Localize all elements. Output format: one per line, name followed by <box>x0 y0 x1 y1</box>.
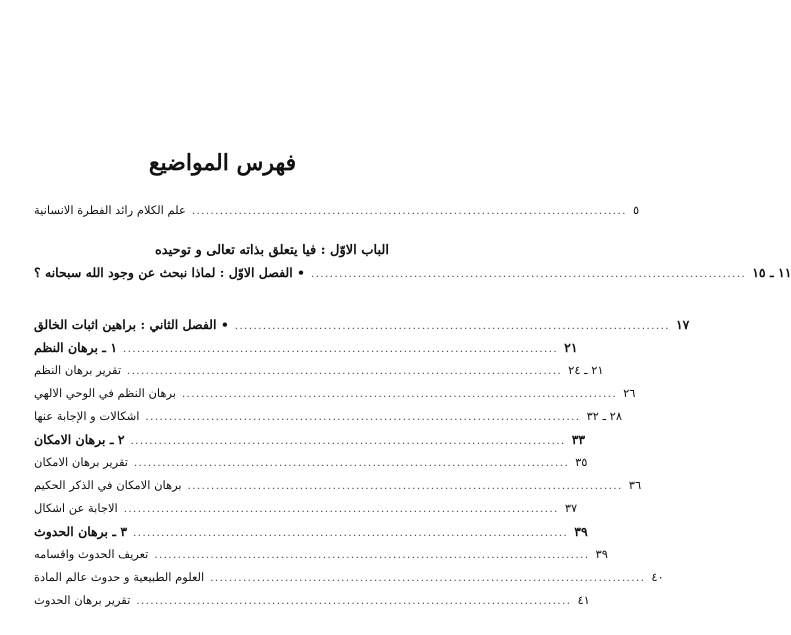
toc-entry <box>34 570 664 584</box>
toc-entry-page: ٣٣ <box>571 432 586 447</box>
toc-entry-text: برهان الامكان في الذكر الحكيم <box>34 478 182 492</box>
toc-entry-page: ٢١ ـ ٢٤ <box>568 363 604 377</box>
toc-entry-text: اشكالات و الإجابة عنها <box>34 409 140 423</box>
toc-entry-page: ٣٩ <box>574 524 588 539</box>
toc-entry <box>34 363 604 377</box>
dot-leader: ............................................................................................. <box>311 269 747 280</box>
dot-leader: ............................................................................................. <box>130 436 566 447</box>
toc-entry <box>34 432 586 447</box>
dot-leader: ............................................................................................. <box>154 550 590 561</box>
toc-entry <box>34 386 636 400</box>
toc-entry-page: ٢٦ <box>623 386 636 400</box>
toc-entry-page: ٣٥ <box>575 455 588 469</box>
toc-entry <box>34 547 608 561</box>
toc-entry-text: تقرير برهان الحدوث <box>34 593 131 607</box>
toc-entry <box>34 409 622 423</box>
dot-leader: ............................................................................................. <box>182 389 618 400</box>
toc-entry <box>34 478 642 492</box>
toc-entry-page: ٣٩ <box>595 547 608 561</box>
toc-entry <box>34 593 590 607</box>
toc-entry-page: ٣٦ <box>628 478 642 492</box>
toc-entry <box>34 265 791 280</box>
toc-entry-text: تعريف الحدوث واقسامه <box>34 547 149 561</box>
toc-entry-text: • الفصل الاوّل : لماذا نبحث عن وجود الله سبحانه ؟ <box>34 265 306 280</box>
dot-leader: ............................................................................................. <box>210 573 646 584</box>
toc-entry-text: الاجابة عن اشكال <box>34 501 118 515</box>
dot-leader: ............................................................................................. <box>133 528 569 539</box>
toc-entry-text: العلوم الطبيعية و حدوث عالم المادة <box>34 570 205 584</box>
toc-entry-page: ٤١ <box>577 593 590 607</box>
toc-entry-text: ٣ ـ برهان الحدوث <box>34 524 128 539</box>
dot-leader: ............................................................................................. <box>123 504 559 515</box>
toc-entry-page: ٢٨ ـ ٣٢ <box>586 409 622 423</box>
toc-entry-page: ٥ <box>632 203 640 217</box>
dot-leader: ............................................................................................. <box>123 344 559 355</box>
dot-leader: ............................................................................................. <box>145 412 581 423</box>
toc-entry-text: برهان النظم في الوحي الالهي <box>34 386 176 400</box>
page-title: فهرس المواضيع <box>148 150 297 176</box>
toc-entry-text: تقرير برهان النظم <box>34 363 122 377</box>
toc-entry-page: ٢١ <box>564 340 578 355</box>
dot-leader: ............................................................................................. <box>234 321 670 332</box>
toc-entry-page: ٣٧ <box>564 501 578 515</box>
dot-leader: ............................................................................................. <box>134 458 570 469</box>
dot-leader: ............................................................................................. <box>127 366 563 377</box>
toc-entry-page: ١١ ـ ١٥ <box>752 265 791 280</box>
dot-leader: ............................................................................................. <box>191 206 627 217</box>
toc-entry <box>34 524 588 539</box>
toc-entry-page: ٤٠ <box>651 570 664 584</box>
toc-entry <box>34 501 578 515</box>
chapter-heading: الباب الاوّل : فيا يتعلق بذاته تعالى و توحيده <box>155 243 389 258</box>
toc-entry-text: • الفصل الثاني : براهين اثبات الخالق <box>34 317 229 332</box>
toc-entry <box>34 455 588 469</box>
toc-entry <box>34 203 640 217</box>
toc-entry <box>34 340 578 355</box>
toc-entry <box>34 317 690 332</box>
toc-entry-text: تقرير برهان الامكان <box>34 455 128 469</box>
toc-entry-text: علم الكلام رائد الفطرة الانسانية <box>34 203 186 217</box>
toc-entry-page: ١٧ <box>675 317 690 332</box>
toc-entry-text: ١ ـ برهان النظم <box>34 340 118 355</box>
toc-entry-text: ٢ ـ برهان الامكان <box>34 432 125 447</box>
dot-leader: ............................................................................................. <box>136 596 572 607</box>
dot-leader: ............................................................................................. <box>187 481 623 492</box>
